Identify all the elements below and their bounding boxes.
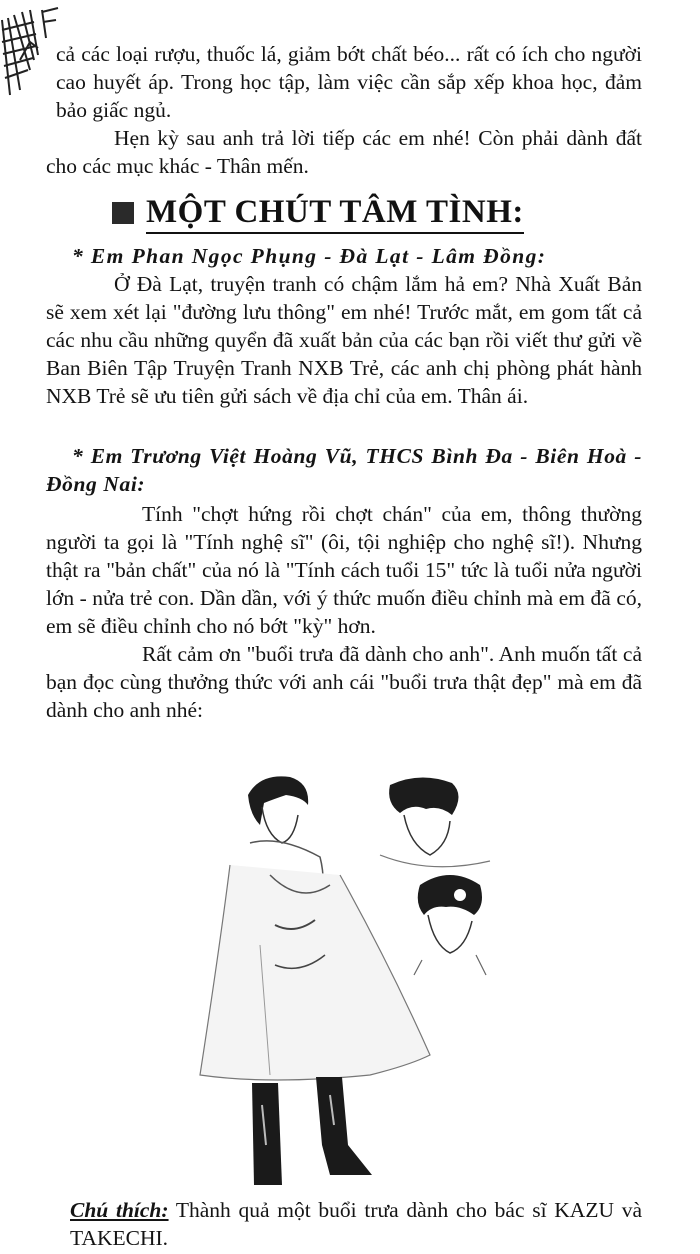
letter-1 <box>46 242 642 410</box>
caption-text: Thành quả một buổi trưa dành cho bác sĩ KAZU và TAKECHI. <box>70 1198 642 1250</box>
section-heading-text: MỘT CHÚT TÂM TÌNH: <box>146 192 524 234</box>
intro-section <box>46 40 642 180</box>
letter-1-sender: * Em Phan Ngọc Phụng - Đà Lạt - Lâm Đồng: <box>72 244 547 268</box>
letter-2-thanks: Rất cảm ơn "buổi trưa đã dành cho anh". Anh muốn tất cả bạn đọc cùng thưởng thức với anh cái "buổi trưa thật đẹp" mà em đã dành cho anh nhé: <box>46 642 642 722</box>
square-bullet-icon <box>112 202 134 224</box>
letter-1-reply: Ở Đà Lạt, truyện tranh có chậm lắm hả em? Nhà Xuất Bản sẽ xem xét lại "đường lưu thông" em nhé! Trước mắt, em gom tất cả các nhu cầu những quyển đã xuất bản của các bạn rồi viết thư gửi về Ban Biên Tập Truyện Tranh NXB Trẻ, các anh chị phòng phát hành NXB Trẻ sẽ ưu tiên gửi sách về địa chỉ của em. Thân ái. <box>46 272 642 408</box>
manga-sketch-illustration <box>190 765 500 1185</box>
closing-paragraph: Hẹn kỳ sau anh trả lời tiếp các em nhé! Còn phải dành đất cho các mục khác - Thân mến. <box>46 126 642 178</box>
letter-2 <box>46 442 642 724</box>
letter-2-sender: * Em Trương Việt Hoàng Vũ, THCS Bình Đa - Biên Hoà - Đồng Nai: <box>46 444 642 496</box>
caption <box>46 1196 642 1252</box>
letter-2-reply: Tính "chợt hứng rồi chợt chán" của em, thông thường người ta gọi là "Tính nghệ sĩ" (ôi, tội nghiệp cho nghệ sĩ!). Nhưng thật ra "bản chất" của nó là "Tính cách tuổi 15" tức là tuổi nửa người lớn - nửa trẻ con. Dần dần, với ý thức muốn điều chỉnh mà em đã có, em sẽ điều chỉnh cho nó bớt "kỳ" hơn. <box>46 502 642 638</box>
caption-label: Chú thích: <box>70 1198 169 1222</box>
section-heading <box>112 192 524 234</box>
intro-paragraph: cả các loại rượu, thuốc lá, giảm bớt chất béo... rất có ích cho người cao huyết áp. Trong học tập, làm việc cần sắp xếp khoa học, đảm bảo giấc ngủ. <box>56 42 642 122</box>
